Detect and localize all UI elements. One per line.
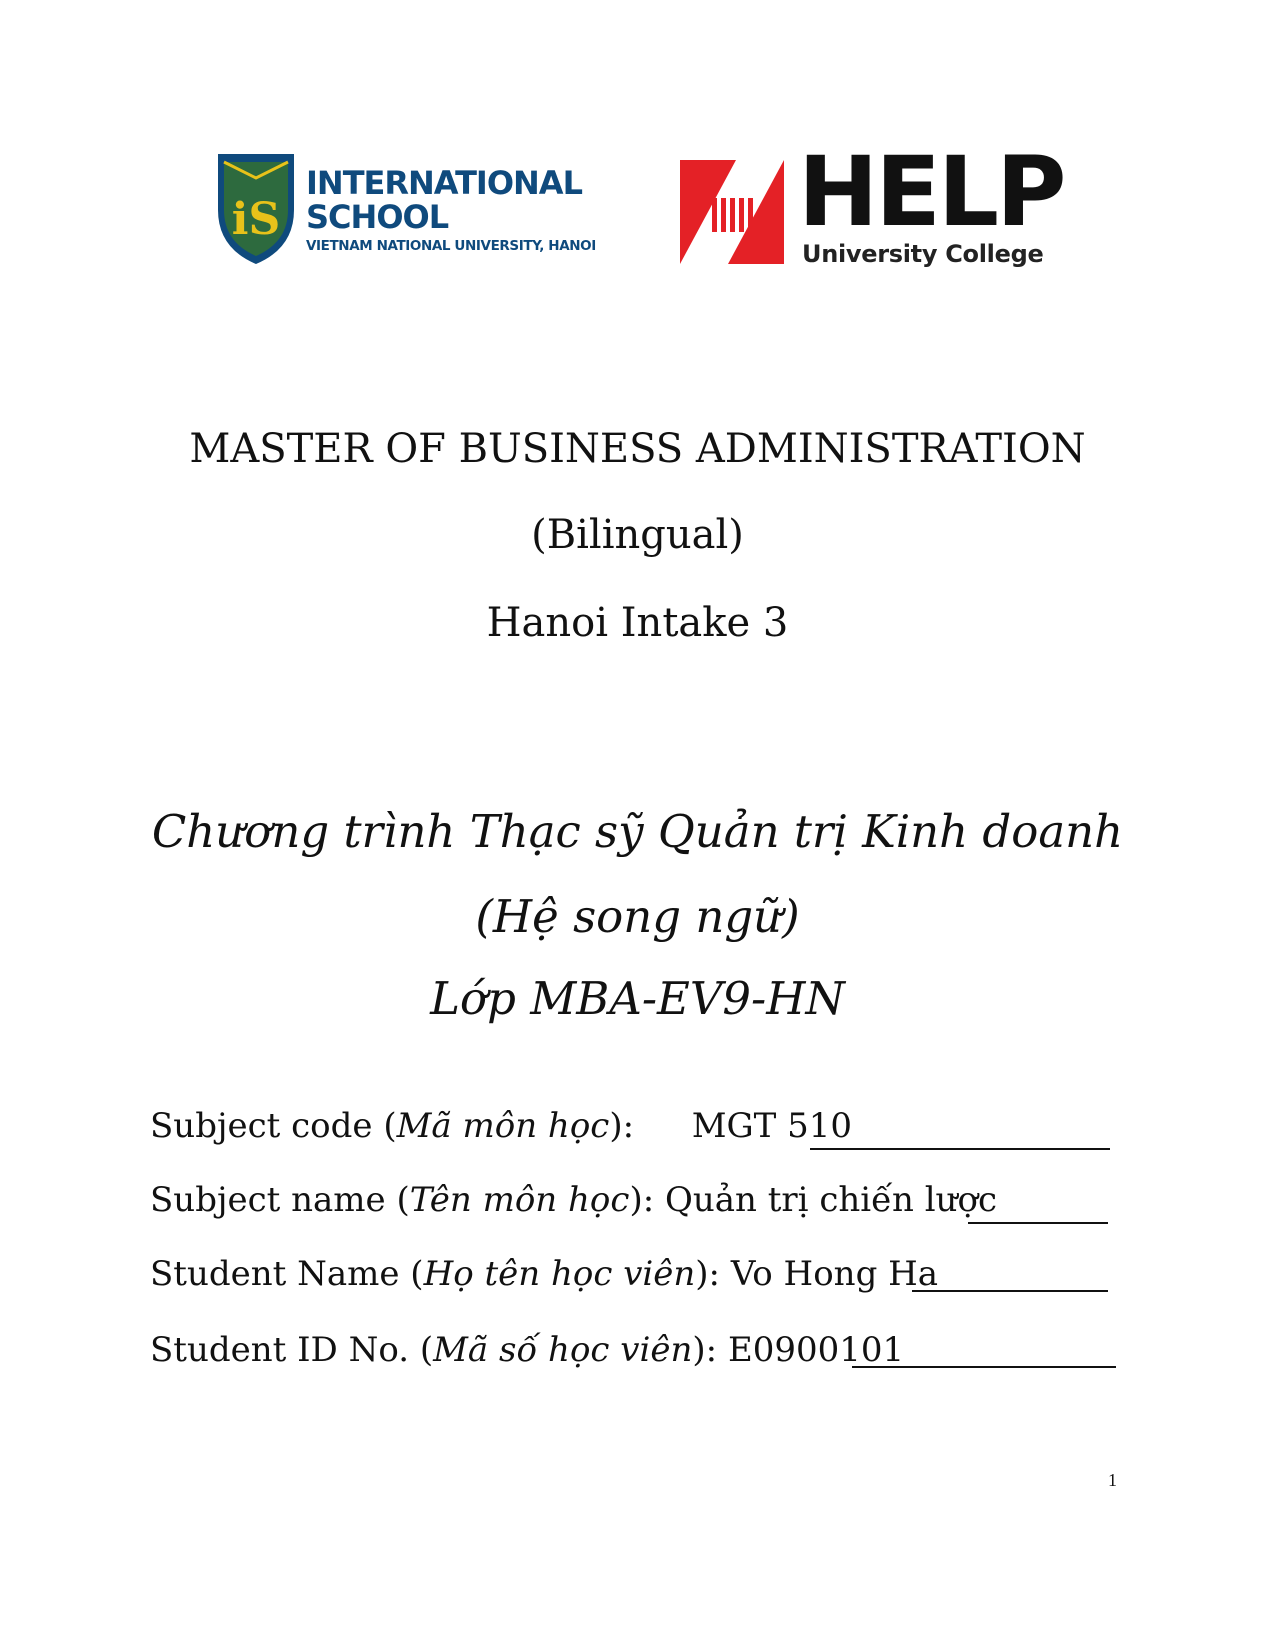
subject-code-label: Subject code ( (150, 1106, 397, 1146)
student-name-underline (912, 1290, 1108, 1292)
page-number: 1 (1108, 1470, 1117, 1490)
title-line2: (Bilingual) (531, 512, 744, 558)
shield-emblem-icon (214, 148, 298, 268)
student-id-label-vn: Mã số học viên (433, 1330, 693, 1370)
subject-name-value: Quản trị chiến lược (664, 1180, 998, 1220)
student-name-label: Student Name ( (150, 1254, 424, 1294)
student-id-label: Student ID No. ( (150, 1330, 434, 1370)
student-id-value: E0900101 (727, 1330, 905, 1370)
title-vn-line2: (Hệ song ngữ) (475, 890, 800, 943)
subject-name-line (150, 1180, 997, 1220)
subject-name-label: Subject name ( (150, 1180, 410, 1220)
help-logo-name: HELP (798, 136, 1064, 248)
student-name-label-vn: Họ tên học viên (423, 1254, 696, 1294)
international-school-logo (214, 148, 604, 270)
student-id-line (150, 1330, 904, 1370)
is-logo-line3: VIETNAM NATIONAL UNIVERSITY, HANOI (306, 238, 596, 254)
subject-name-label-end: ): (629, 1180, 655, 1220)
student-id-label-end: ): (692, 1330, 718, 1370)
is-logo-line1: INTERNATIONAL (306, 164, 582, 202)
help-logo-subtitle: University College (802, 240, 1044, 268)
subject-name-label-vn: Tên môn học (409, 1180, 630, 1220)
title-line3: Hanoi Intake 3 (486, 600, 789, 646)
subject-code-label-vn: Mã môn học (396, 1106, 610, 1146)
help-university-logo (680, 136, 1064, 272)
is-logo-line2: SCHOOL (306, 198, 449, 236)
subject-code-value: MGT 510 (691, 1106, 853, 1146)
title-vn-line3: Lớp MBA-EV9-HN (430, 972, 845, 1025)
subject-code-line (150, 1106, 852, 1146)
student-name-label-end: ): (695, 1254, 721, 1294)
student-name-line (150, 1254, 938, 1294)
subject-code-label-end: ): (609, 1106, 635, 1146)
svg-text:iS: iS (231, 194, 281, 245)
help-emblem-icon (680, 160, 790, 270)
student-id-underline (852, 1366, 1116, 1368)
title-vn-line1: Chương trình Thạc sỹ Quản trị Kinh doanh (151, 805, 1124, 858)
subject-name-underline (968, 1222, 1108, 1224)
student-name-value: Vo Hong Ha (730, 1254, 939, 1294)
title-line1: MASTER OF BUSINESS ADMINISTRATION (189, 426, 1086, 472)
subject-code-underline (810, 1148, 1110, 1150)
